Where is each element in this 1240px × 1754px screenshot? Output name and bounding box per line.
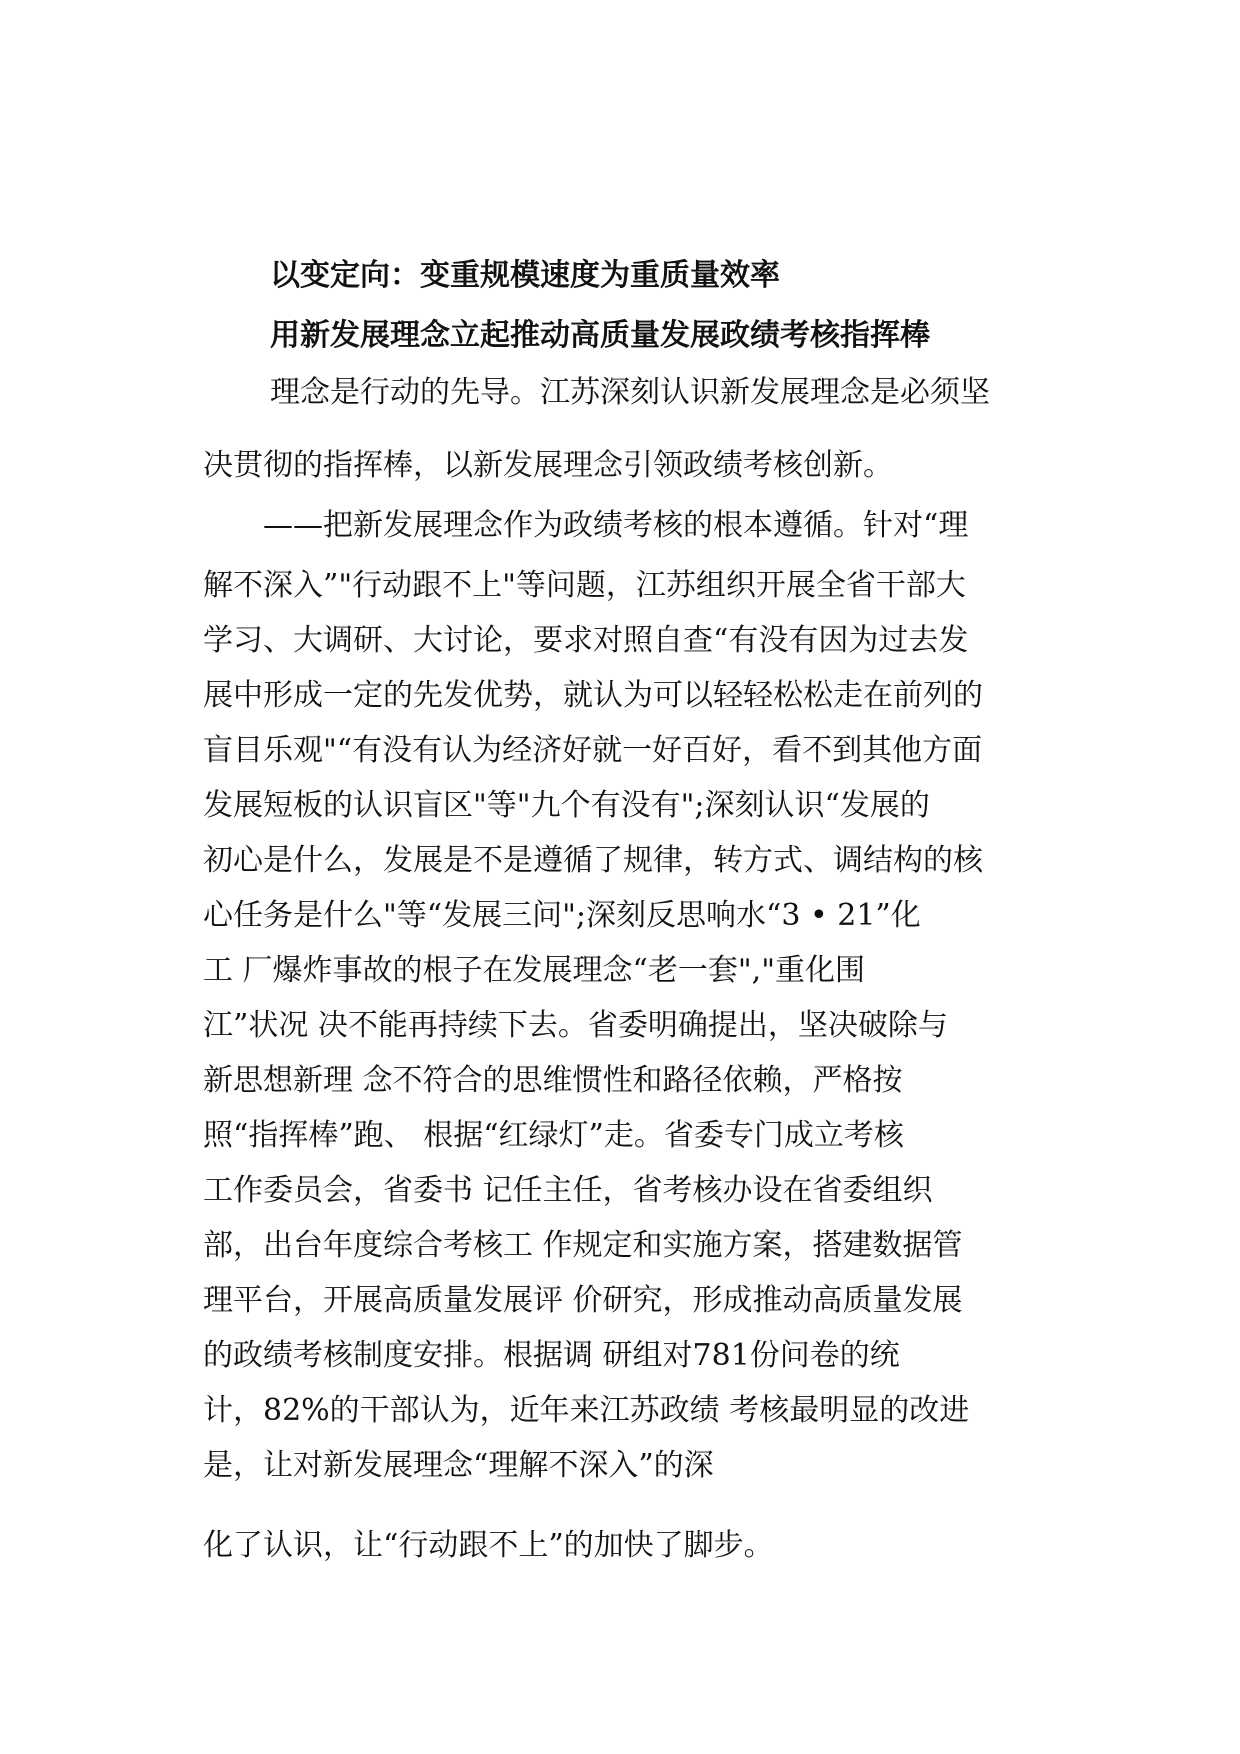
- body-line: ——把新发展理念作为政绩考核的根本遵循。针对“理: [263, 508, 969, 543]
- body-line: 解不深入”"行动跟不上"等问题，江苏组织开展全省干部大: [203, 568, 966, 603]
- body-line: 心任务是什么"等“发展三问";深刻反思响水“3 • 21”化: [203, 898, 921, 933]
- body-line: 新思想新理 念不符合的思维惯性和路径依赖，严格按: [203, 1063, 903, 1098]
- body-line: 初心是什么，发展是不是遵循了规律，转方式、调结构的核: [203, 843, 983, 878]
- body-line: 发展短板的认识盲区"等"九个有没有";深刻认识“发展的: [203, 788, 930, 823]
- body-line: 学习、大调研、大讨论，要求对照自查“有没有因为过去发: [203, 623, 969, 658]
- body-line: 照“指挥棒”跑、 根据“红绿灯”走。省委专门成立考核: [203, 1118, 904, 1153]
- body-line: 化了认识，让“行动跟不上”的加快了脚步。: [203, 1528, 774, 1563]
- body-line: 理念是行动的先导。江苏深刻认识新发展理念是必须坚: [270, 375, 990, 410]
- body-line: 江”状况 决不能再持续下去。省委明确提出，坚决破除与: [203, 1008, 948, 1043]
- body-line: 工作委员会，省委书 记任主任，省考核办设在省委组织: [203, 1173, 933, 1208]
- body-line: 工 厂爆炸事故的根子在发展理念“老一套","重化围: [203, 953, 866, 988]
- body-line: 是，让对新发展理念“理解不深入”的深: [203, 1448, 714, 1483]
- body-line: 展中形成一定的先发优势，就认为可以轻轻松松走在前列的: [203, 678, 983, 713]
- section-heading: 以变定向：变重规模速度为重质量效率: [270, 258, 780, 293]
- subsection-heading: 用新发展理念立起推动高质量发展政绩考核指挥棒: [270, 318, 930, 353]
- body-line: 的政绩考核制度安排。根据调 研组对781份问卷的统: [203, 1338, 900, 1373]
- body-line: 决贯彻的指挥棒，以新发展理念引领政绩考核创新。: [203, 448, 893, 483]
- body-line: 部，出台年度综合考核工 作规定和实施方案，搭建数据管: [203, 1228, 963, 1263]
- body-line: 理平台，开展高质量发展评 价研究，形成推动高质量发展: [203, 1283, 963, 1318]
- body-line: 计，82%的干部认为，近年来江苏政绩 考核最明显的改进: [203, 1393, 970, 1428]
- body-line: 盲目乐观"“有没有认为经济好就一好百好，看不到其他方面: [203, 733, 983, 768]
